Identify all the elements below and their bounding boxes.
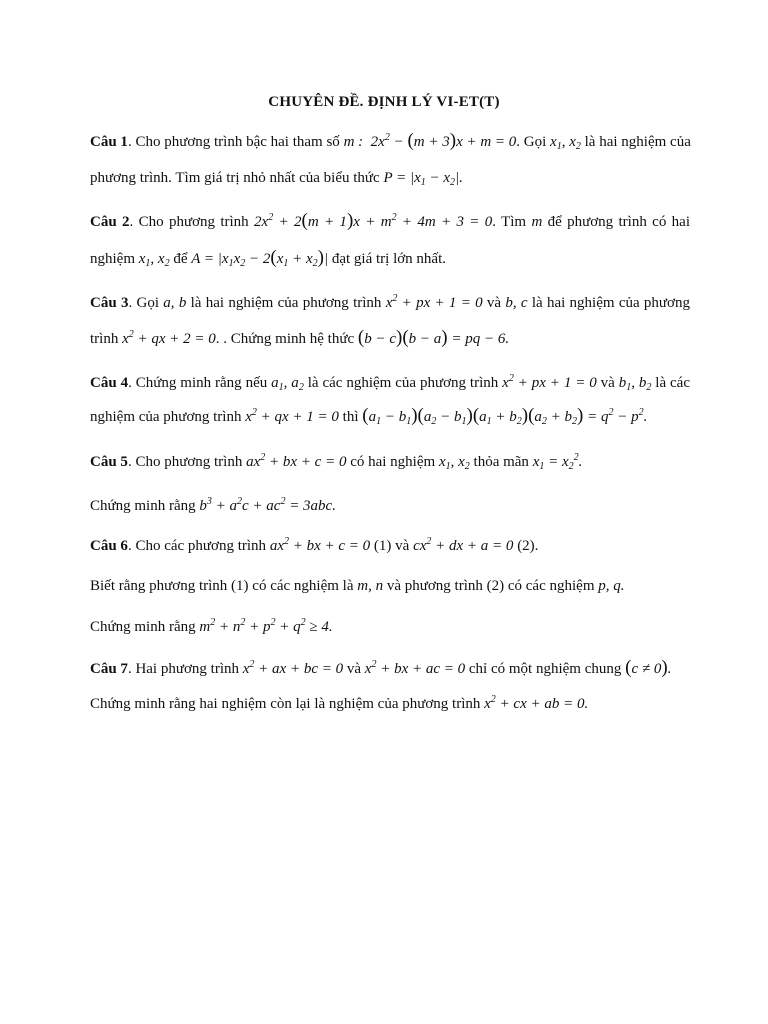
question-3-line-1: Câu 3. Gọi a, b là hai nghiệm của phương trình $x^2$ + px + 1 = 0 và b, c là hai nghiệm của phương bbox=[90, 293, 690, 311]
question-2-line-2: nghiệm $x_1$, $x_2$ để $A = |x_1x_2 - 2(x_1 + x_2)|$ đạt giá trị lớn nhất. bbox=[90, 247, 446, 269]
question-2-label: Câu 2 bbox=[90, 214, 130, 230]
question-4-label: Câu 4 bbox=[90, 375, 129, 391]
math: $x^2$ + qx + 2 = 0 bbox=[122, 329, 216, 347]
math: $P = |x_1 - x_2|$. bbox=[383, 170, 463, 188]
math: $b^3 + a^2c + ac^2 = 3abc$. bbox=[199, 496, 336, 514]
question-1-line-1: Câu 1. Cho phương trình bậc hai tham số m : $2x^2 - (m + 3)x + m = 0$. Gọi $x_1$, $x_2$ là hai nghiệm của bbox=[90, 130, 691, 152]
question-7-label: Câu 7 bbox=[90, 661, 128, 677]
question-2-line-1: Câu 2. Cho phương trình $2x^2 + 2(m + 1)x + m^2 + 4m + 3 = 0$. Tìm m để phương trình có hai bbox=[90, 210, 690, 231]
question-7-line-1: Câu 7. Hai phương trình $x^2$ + ax + bc = 0 và $x^2$ + bx + ac = 0 chỉ có một nghiệm chung (c ≠ 0). bbox=[90, 657, 672, 678]
math: m, n bbox=[357, 578, 384, 594]
math: m : $2x^2 - (m + 3)x + m = 0$ bbox=[343, 130, 517, 151]
question-6-line-2: Biết rằng phương trình (1) có các nghiệm là m, n và phương trình (2) có các nghiệm p, q. bbox=[90, 578, 625, 594]
question-1-label: Câu 1 bbox=[90, 134, 128, 150]
math: $x^2$ + px + 1 = 0 bbox=[502, 373, 597, 391]
question-5-label: Câu 5 bbox=[90, 454, 128, 470]
math: $x_1$, $x_2$ bbox=[138, 251, 170, 269]
math: (b − c)(b − a) = pq − 6. bbox=[357, 327, 510, 348]
document-title: CHUYÊN ĐỀ. ĐỊNH LÝ VI-ET(T) bbox=[268, 94, 500, 110]
question-6-line-3: Chứng minh rằng $m^2 + n^2 + p^2 + q^2 \ge 4$. bbox=[90, 617, 333, 635]
question-7-line-2: Chứng minh rằng hai nghiệm còn lại là nghiệm của phương trình $x^2$ + cx + ab = 0. bbox=[90, 694, 589, 712]
math: p, q. bbox=[598, 578, 625, 594]
math: $x^2$ + px + 1 = 0 bbox=[385, 293, 483, 311]
math: a, b bbox=[163, 295, 187, 311]
math: b, c bbox=[505, 295, 528, 311]
math: $A = |x_1x_2 - 2(x_1 + x_2)|$ bbox=[191, 247, 329, 269]
math: $x^2$ + bx + ac = 0 bbox=[364, 659, 466, 677]
question-4-line-1: Câu 4. Chứng minh rằng nếu $a_1$, $a_2$ là các nghiệm của phương trình $x^2$ + px + 1 = 0 và $b_1$, $b_2$ là các bbox=[90, 373, 690, 393]
question-4-line-2: nghiệm của phương trình $x^2$ + qx + 1 = 0 thì $(a_1 - b_1)(a_2 - b_1)(a_1 + b_2)(a_2 + b_2) = q^2 - p^2$. bbox=[90, 405, 648, 427]
math: $a_1$, $a_2$ bbox=[271, 375, 304, 393]
math: $x^2$ + cx + ab = 0. bbox=[484, 694, 589, 712]
math: $b_1$, $b_2$ bbox=[618, 375, 652, 393]
question-6-label: Câu 6 bbox=[90, 538, 128, 554]
math: $ax^2$ + bx + c = 0 bbox=[246, 452, 347, 470]
math: $x_1$, $x_2$ bbox=[438, 454, 470, 472]
math: (c ≠ 0). bbox=[625, 657, 672, 678]
math: $x^2$ + qx + 1 = 0 bbox=[245, 407, 339, 425]
math: $cx^2$ + dx + a = 0 bbox=[413, 536, 514, 554]
math: $2x^2 + 2(m + 1)x + m^2 + 4m + 3 = 0$ bbox=[254, 210, 493, 231]
math: $x_1$, $x_2$ bbox=[550, 134, 581, 152]
question-3-label: Câu 3 bbox=[90, 295, 129, 311]
question-3-line-2: trình $x^2$ + qx + 2 = 0. . Chứng minh hệ thức (b − c)(b − a) = pq − 6. bbox=[90, 327, 510, 348]
math: $(a_1 - b_1)(a_2 - b_1)(a_1 + b_2)(a_2 + b_2) = q^2 - p^2$. bbox=[362, 405, 648, 427]
math: $x^2$ + ax + bc = 0 bbox=[242, 659, 344, 677]
math: $ax^2$ + bx + c = 0 bbox=[269, 536, 371, 554]
math: $x_1 = x_2^2$. bbox=[532, 452, 583, 472]
math: m bbox=[531, 214, 543, 230]
math: $m^2 + n^2 + p^2 + q^2 \ge 4$. bbox=[199, 617, 333, 635]
question-1-line-2: phương trình. Tìm giá trị nhỏ nhất của biểu thức $P = |x_1 - x_2|$. bbox=[90, 170, 463, 188]
question-5-line-2: Chứng minh rằng $b^3 + a^2c + ac^2 = 3abc$. bbox=[90, 496, 336, 514]
question-5-line-1: Câu 5. Cho phương trình $ax^2$ + bx + c = 0 có hai nghiệm $x_1$, $x_2$ thỏa mãn $x_1 = x_2^2$. bbox=[90, 452, 583, 472]
question-6-line-1: Câu 6. Cho các phương trình $ax^2$ + bx + c = 0 (1) và $cx^2$ + dx + a = 0 (2). bbox=[90, 536, 539, 554]
